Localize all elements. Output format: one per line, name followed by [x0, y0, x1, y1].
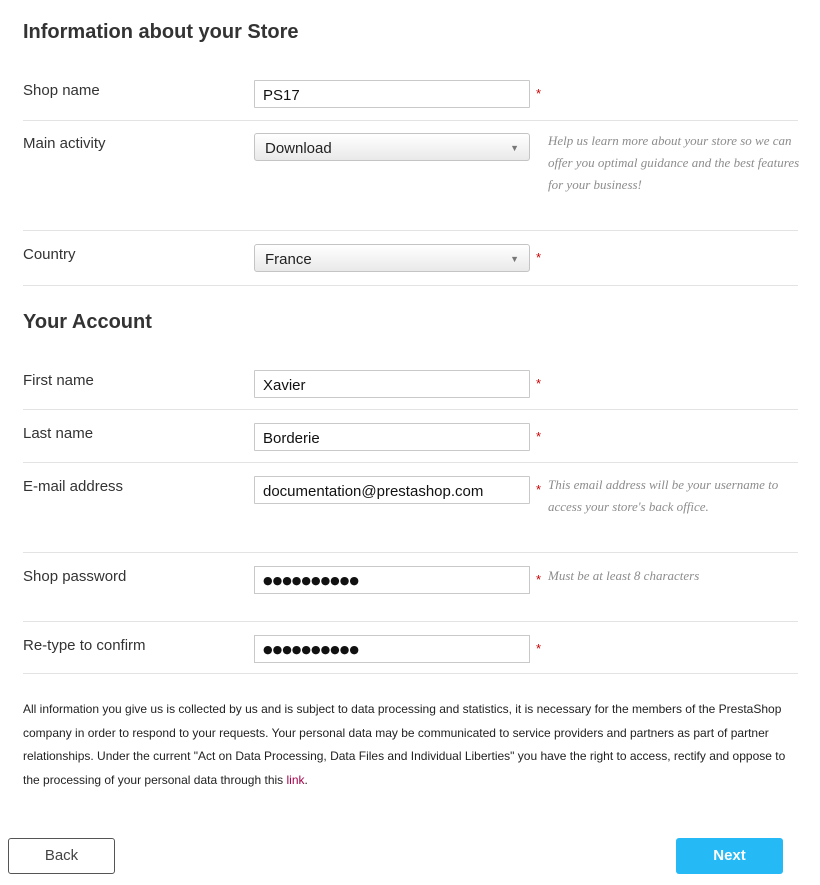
shop-name-row — [23, 80, 798, 110]
country-select[interactable] — [254, 244, 530, 272]
last-name-input[interactable]: Borderie — [254, 423, 530, 451]
password-input[interactable]: ●●●●●●●●●● — [254, 566, 530, 594]
required-marker: * — [536, 641, 542, 656]
country-value: France — [265, 251, 312, 268]
last-name-label: Last name — [23, 425, 94, 442]
divider — [23, 409, 798, 410]
confirm-row — [23, 635, 798, 665]
required-marker: * — [536, 482, 542, 497]
email-row — [23, 476, 798, 536]
divider — [23, 552, 798, 553]
first-name-row — [23, 370, 798, 400]
privacy-notice — [23, 698, 803, 792]
main-activity-label: Main activity — [23, 135, 106, 152]
main-activity-row — [23, 133, 798, 223]
password-help: Must be at least 8 characters — [548, 568, 700, 583]
country-row — [23, 244, 798, 274]
first-name-input[interactable]: Xavier — [254, 370, 530, 398]
confirm-label: Re-type to confirm — [23, 637, 146, 654]
back-button[interactable]: Back — [8, 838, 115, 874]
divider — [23, 462, 798, 463]
first-name-label: First name — [23, 372, 94, 389]
privacy-notice-text: All information you give us is collected by us and is subject to data processing and statistics, it is necessary for the members of the PrestaShop company in order to respond to your requests. Your personal data may be communicated to service providers and partners as part of partner relationships. Under the current "Act on Data Processing, Data Files and Individual Liberties" you have the right to access, rectify and oppose to the processing of your personal data through this — [23, 702, 786, 787]
last-name-row — [23, 423, 798, 453]
privacy-link[interactable]: link — [286, 772, 305, 787]
required-marker: * — [536, 429, 542, 444]
main-activity-value: Download — [265, 140, 332, 157]
required-marker: * — [536, 250, 542, 265]
store-section-title: Information about your Store — [23, 21, 299, 43]
password-label: Shop password — [23, 568, 127, 585]
divider — [23, 621, 798, 622]
chevron-down-icon: ▼ — [510, 143, 519, 153]
privacy-notice-end: . — [304, 772, 308, 787]
email-input[interactable]: documentation@prestashop.com — [254, 476, 530, 504]
required-marker: * — [536, 86, 542, 101]
chevron-down-icon: ▼ — [510, 254, 519, 264]
divider — [23, 673, 798, 674]
required-marker: * — [536, 572, 542, 587]
country-label: Country — [23, 246, 76, 263]
shop-name-label: Shop name — [23, 82, 100, 99]
email-help: This email address will be your username to access your store's back office. — [548, 477, 779, 514]
divider — [23, 230, 798, 231]
divider — [23, 285, 798, 286]
main-activity-help: Help us learn more about your store so we can offer you optimal guidance and the best features for your business! — [548, 133, 800, 192]
password-row — [23, 566, 798, 596]
next-button[interactable]: Next — [676, 838, 783, 874]
confirm-password-input[interactable]: ●●●●●●●●●● — [254, 635, 530, 663]
divider — [23, 120, 798, 121]
main-activity-select[interactable] — [254, 133, 530, 161]
shop-name-input[interactable]: PS17 — [254, 80, 530, 108]
required-marker: * — [536, 376, 542, 391]
email-label: E-mail address — [23, 478, 124, 495]
account-section-title: Your Account — [23, 311, 152, 333]
